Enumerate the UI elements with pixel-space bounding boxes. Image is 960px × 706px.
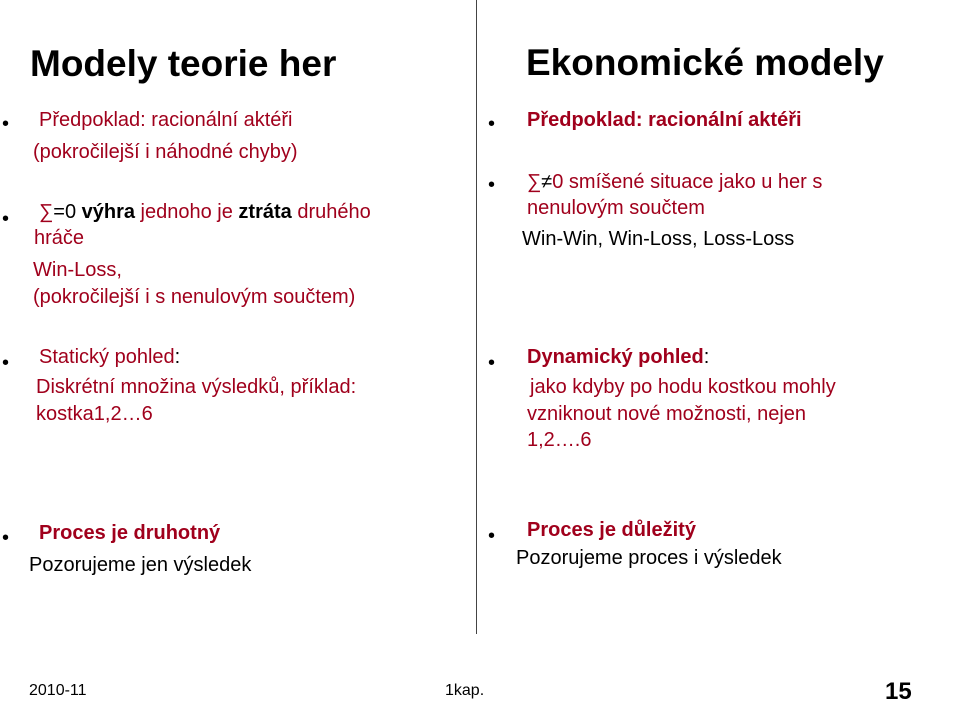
right-item3-line1: Dynamický pohled:	[527, 346, 710, 368]
left-item4-line2: Pozorujeme jen výsledek	[29, 554, 252, 576]
bullet-icon: •	[2, 208, 10, 230]
column-divider	[476, 0, 477, 634]
left-item3-line2: Diskrétní množina výsledků, příklad:	[36, 376, 357, 398]
bullet-icon: •	[488, 525, 496, 547]
left-item1-line1: Předpoklad: racionální aktéři	[39, 109, 293, 131]
bullet-icon: •	[488, 113, 496, 135]
right-item3-line3: vzniknout nové možnosti, nejen	[527, 403, 807, 425]
left-item2-line3: Win-Loss,	[33, 259, 122, 281]
right-item4-head: Proces je důležitý	[527, 519, 696, 541]
left-item2-line2: hráče	[34, 227, 85, 249]
sigma-symbol: ∑	[39, 201, 54, 223]
right-item3-line4: 1,2….6	[527, 429, 592, 451]
bullet-icon: •	[488, 174, 496, 196]
bullet-icon: •	[2, 352, 10, 374]
left-item1-line2: (pokročilejší i náhodné chyby)	[33, 141, 298, 163]
left-item2-line4: (pokročilejší i s nenulovým součtem)	[33, 286, 356, 308]
left-item3-line1: Statický pohled:	[39, 346, 181, 368]
left-title: Modely teorie her	[30, 43, 337, 84]
right-title: Ekonomické modely	[526, 42, 884, 83]
right-item2-line3: Win-Win, Win-Loss, Loss-Loss	[522, 228, 795, 250]
page-number: 15	[885, 678, 912, 705]
left-item3-line3: kostka1,2…6	[36, 403, 153, 425]
right-item4-line2: Pozorujeme proces i výsledek	[516, 547, 782, 569]
bullet-icon: •	[2, 527, 10, 549]
bullet-icon: •	[2, 113, 10, 135]
sigma-symbol: ∑	[527, 171, 542, 193]
right-item3-line2: jako kdyby po hodu kostkou mohly	[530, 376, 836, 398]
left-item2-line1: ∑=0 výhra jednoho je ztráta druhého	[39, 201, 371, 223]
footer-chapter: 1kap.	[445, 682, 485, 699]
footer-date: 2010-11	[29, 682, 87, 699]
right-item2-line1: ∑≠0 smíšené situace jako u her s	[527, 171, 823, 193]
bullet-icon: •	[488, 352, 496, 374]
right-item2-line2: nenulovým součtem	[527, 197, 705, 219]
right-item1-line1: Předpoklad: racionální aktéři	[527, 109, 802, 131]
left-item4-head: Proces je druhotný	[39, 522, 221, 544]
